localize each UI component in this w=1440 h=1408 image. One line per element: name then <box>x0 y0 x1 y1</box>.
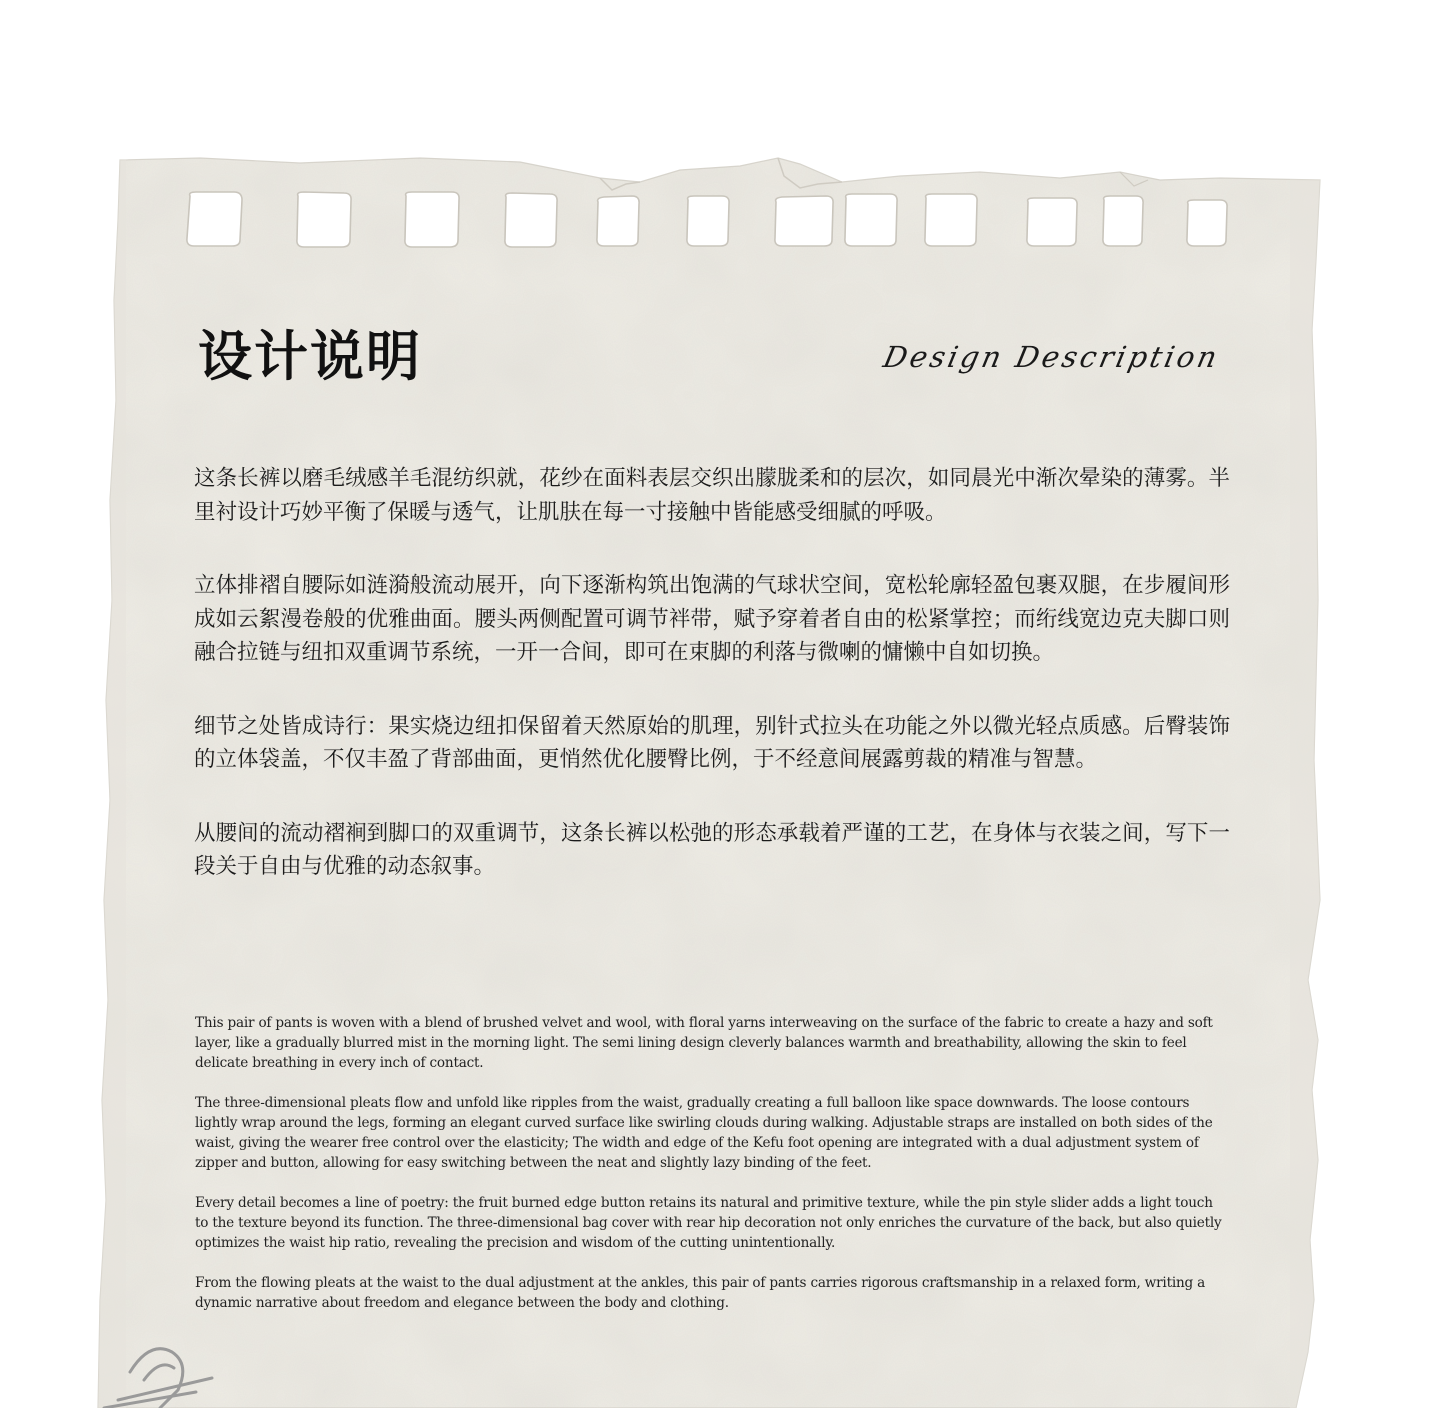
chinese-paragraph: 细节之处皆成诗行：果实烧边纽扣保留着天然原始的肌理，别针式拉头在功能之外以微光轻点质感。后臀装饰的立体袋盖，不仅丰盈了背部曲面，更悄然优化腰臀比例，于不经意间展露剪裁的精准与智慧。 <box>194 713 1230 772</box>
english-paragraph: This pair of pants is woven with a blend of brushed velvet and wool, with floral yarns interweaving on the surface of the fabric to create a hazy and soft layer, like a gradually blurred mist in the morning light. The semi lining design cleverly balances warmth and breathability, allowing the skin to feel delicate breathing in every inch of contact. <box>195 1015 1213 1071</box>
english-description <box>195 1013 1227 1333</box>
chinese-paragraph: 这条长裤以磨毛绒感羊毛混纺织就，花纱在面料表层交织出朦胧柔和的层次，如同晨光中渐次晕染的薄雾。半里衬设计巧妙平衡了保暖与透气，让肌肤在每一寸接触中皆能感受细腻的呼吸。 <box>194 466 1230 525</box>
page-title-chinese: 设计说明 <box>198 325 422 388</box>
english-paragraph: Every detail becomes a line of poetry: the fruit burned edge button retains its natural and primitive texture, while the pin style slider adds a light touch to the texture beyond its function. The three-dimensional bag cover with rear hip decoration not only enriches the curvature of the back, but also quietly optimizes the waist hip ratio, revealing the precision and wisdom of the cutting unintentionally. <box>195 1195 1222 1251</box>
chinese-paragraph: 从腰间的流动褶裥到脚口的双重调节，这条长裤以松弛的形态承载着严谨的工艺，在身体与衣装之间，写下一段关于自由与优雅的动态叙事。 <box>194 820 1230 879</box>
english-paragraph: From the flowing pleats at the waist to the dual adjustment at the ankles, this pair of pants carries rigorous craftsmanship in a relaxed form, writing a dynamic narrative about freedom and elegance between the body and clothing. <box>195 1275 1206 1311</box>
page-title-english: Design Description <box>880 340 1223 374</box>
binding-holes <box>187 192 1227 247</box>
chinese-description <box>194 462 1230 924</box>
english-paragraph: The three-dimensional pleats flow and unfold like ripples from the waist, gradually creating a full balloon like space downwards. The loose contours lightly wrap around the legs, forming an elegant curved surface like swirling clouds during walking. Adjustable straps are installed on both sides of the waist, giving the wearer free control over the elasticity; The width and edge of the Kefu foot opening are integrated with a dual adjustment system of zipper and button, allowing for easy switching between the neat and slightly lazy binding of the feet. <box>195 1095 1213 1171</box>
chinese-paragraph: 立体排褶自腰际如涟漪般流动展开，向下逐渐构筑出饱满的气球状空间，宽松轮廓轻盈包裹双腿，在步履间形成如云絮漫卷般的优雅曲面。腰头两侧配置可调节袢带，赋予穿着者自由的松紧掌控；而绗线宽边克夫脚口则融合拉链与纽扣双重调节系统，一开一合间，即可在束脚的利落与微喇的慵懒中自如切换。 <box>194 573 1230 665</box>
